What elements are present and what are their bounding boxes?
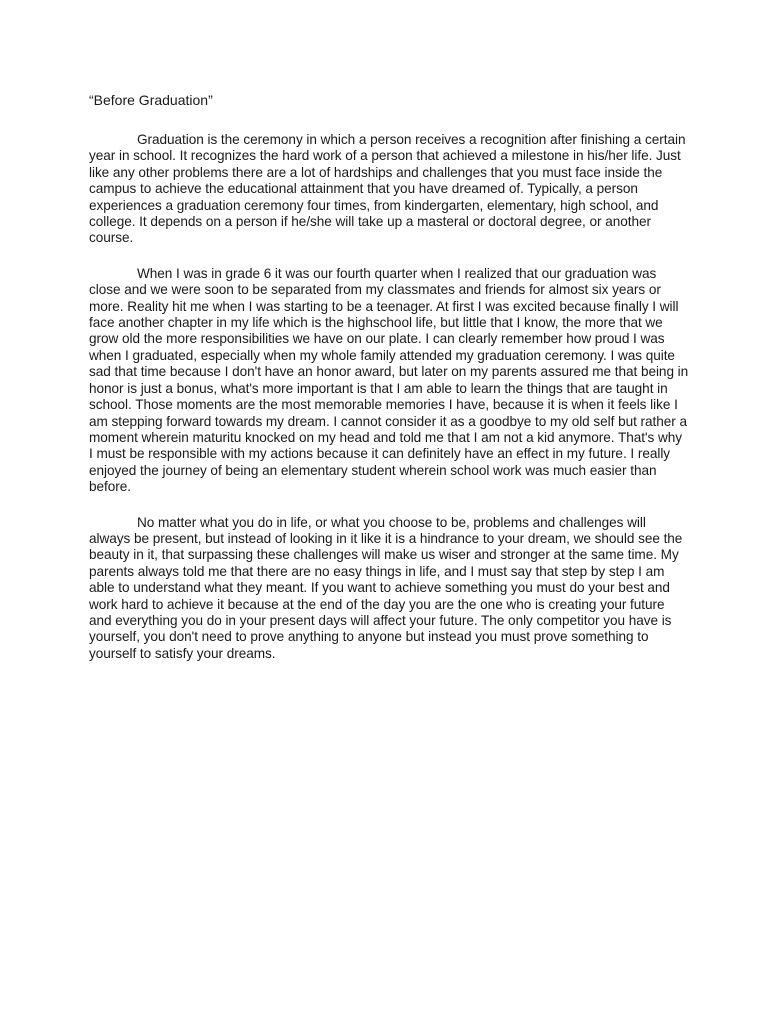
document-title: “Before Graduation” <box>89 92 213 108</box>
paragraph-1: Graduation is the ceremony in which a person receives a recognition after finishing a certain year in school. It recognizes the hard work of a person that achieved a milestone in his/her life. Just like any other problems there are a lot of hardships and challenges that you must face inside the campus to achieve the educational attainment that you have dreamed of. Typically, a person experiences a graduation ceremony four times, from kindergarten, elementary, high school, and college. It depends on a person if he/she will take up a masteral or doctoral degree, or another course. <box>89 132 686 246</box>
paragraph-2: When I was in grade 6 it was our fourth quarter when I realized that our graduation was close and we were soon to be separated from my classmates and friends for almost six years or more. Reality hit me when I was starting to be a teenager. At first I was excited because finally I will face another chapter in my life which is the highschool life, but little that I know, the more that we grow old the more responsibilities we have on our plate. I can clearly remember how proud I was when I graduated, especially when my whole family attended my graduation ceremony. I was quite sad that time because I don't have an honor award, but later on my parents assured me that being in honor is just a bonus, what's more important is that I am able to learn the things that are taught in school. Those moments are the most memorable memories I have, because it is when it feels like I am stepping forward towards my dream. I cannot consider it as a goodbye to my old self but rather a moment wherein maturitu knocked on my head and told me that I am not a kid anymore. That's why I must be responsible with my actions because it can definitely have an effect in my future. I really enjoyed the journey of being an elementary student wherein school work was much easier than before. <box>89 265 689 495</box>
document-body <box>89 92 689 681</box>
paragraph-3: No matter what you do in life, or what you choose to be, problems and challenges will always be present, but instead of looking in it like it is a hindrance to your dream, we should see the beauty in it, that surpassing these challenges will make us wiser and stronger at the same time. My parents always told me that there are no easy things in life, and I must say that step by step I am able to understand what they meant. If you want to achieve something you must do your best and work hard to achieve it because at the end of the day you are the one who is creating your future and everything you do in your present days will affect your future. The only competitor you have is yourself, you don't need to prove anything to anyone but instead you must prove something to yourself to satisfy your dreams. <box>89 514 683 661</box>
